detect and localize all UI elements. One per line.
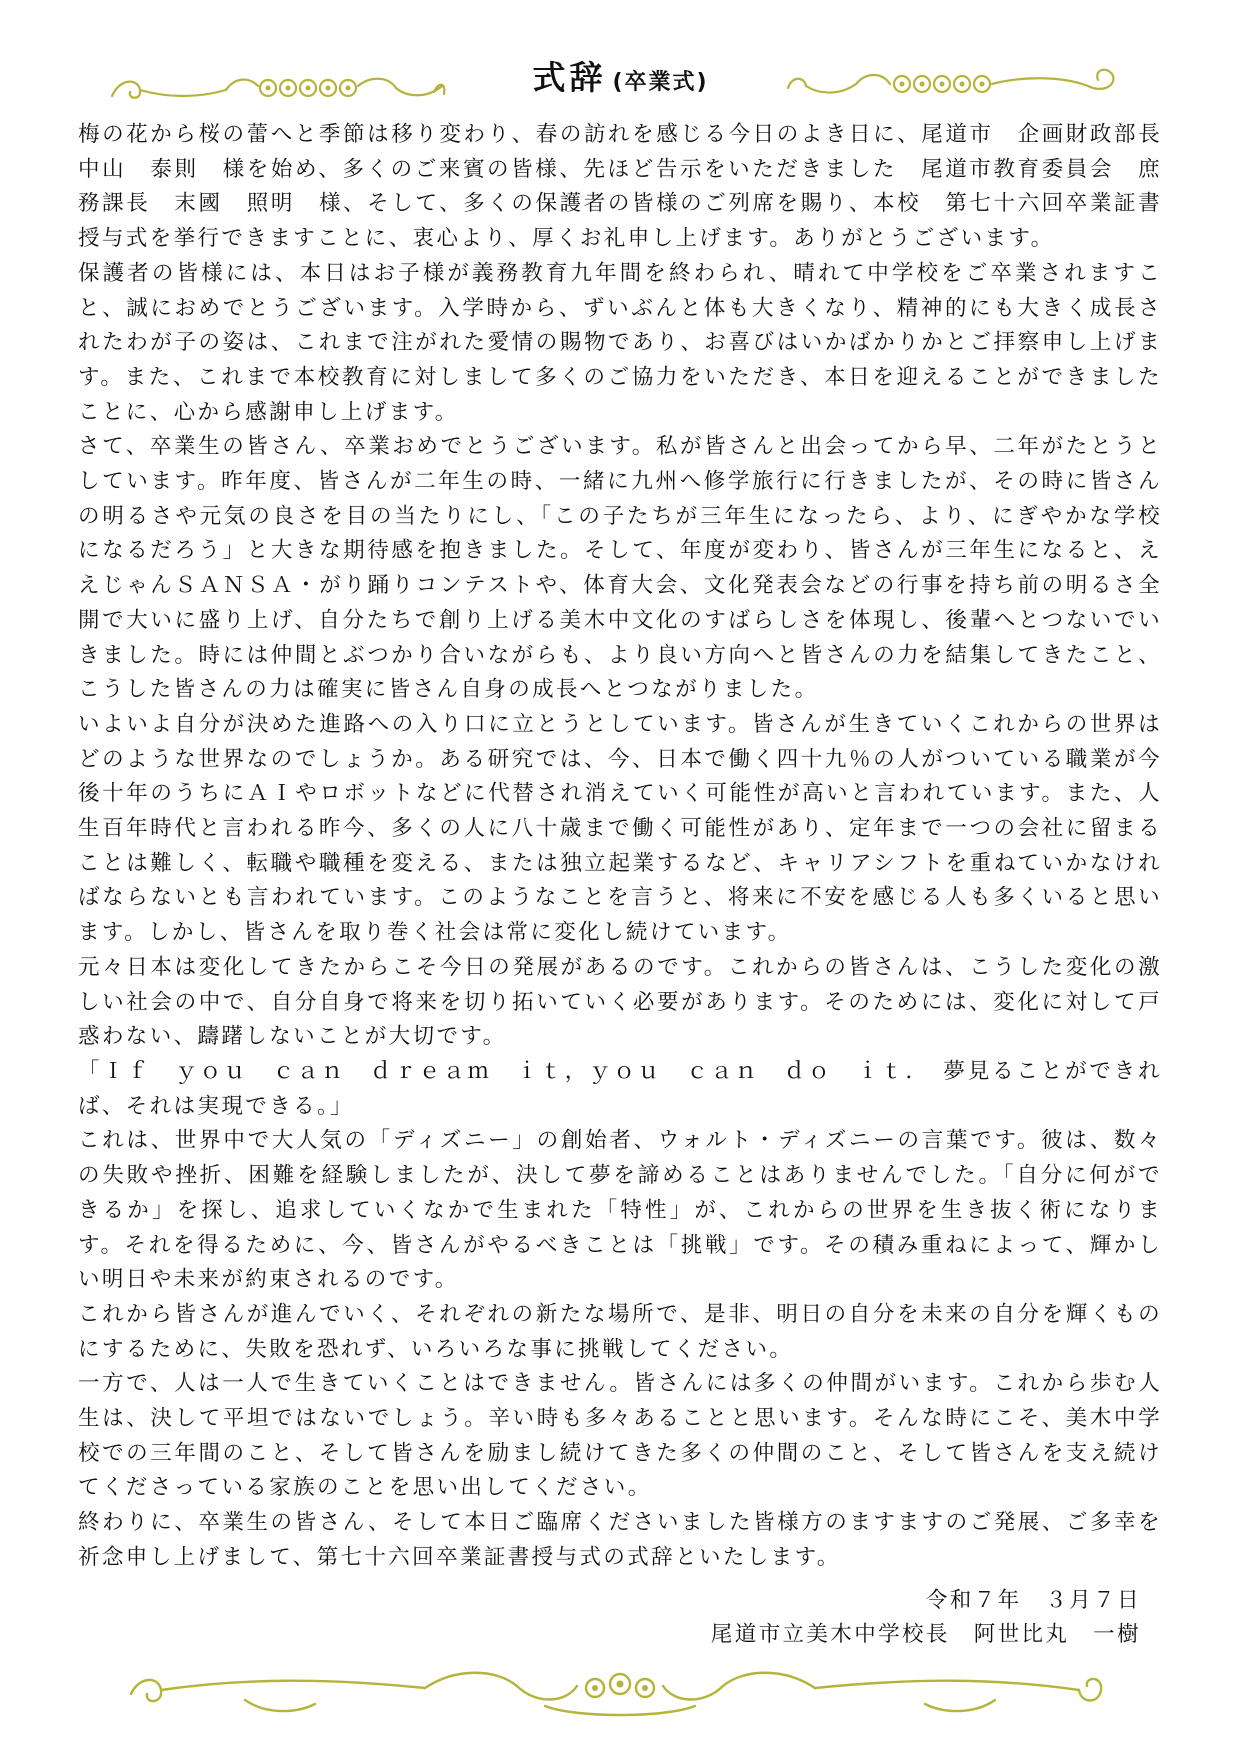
paragraph-closing: 終わりに、卒業生の皆さん、そして本日ご臨席くださいました皆様方のますますのご発展、ご多幸を祈念申し上げまして、第七十六回卒業証書授与式の式辞といたします。	[78, 1510, 1162, 1570]
header	[0, 52, 1241, 122]
signature-date: 令和７年 ３月７日	[925, 1588, 1141, 1613]
bottom-ornament-icon	[125, 1660, 1115, 1722]
paragraph-parents: 保護者の皆様には、本日はお子様が義務教育九年間を終わられ、晴れて中学校をご卒業されますこと、誠におめでとうございます。入学時から、ずいぶんと体も大きくなり、精神的にも大きく成長されたわが子の姿は、これまで注がれた愛情の賜物であり、お喜びはいかばかりかとご拝察申し上げます。また、これまで本校教育に対しまして多くのご協力をいただき、本日を迎えることができましたことに、心から感謝申し上げます。	[78, 260, 1162, 425]
paragraph-quote: 「Ｉｆ ｙｏｕ ｃａｎ ｄｒｅａｍ ｉｔ，ｙｏｕ ｃａｎ ｄｏ ｉｔ． 夢見ることができれば、それは実現できる。」	[78, 1058, 1162, 1119]
speech-body	[78, 118, 1186, 1576]
paragraph-disney: これは、世界中で大人気の「ディズニー」の創始者、ウォルト・ディズニーの言葉です。彼は、数々の失敗や挫折、困難を経験しましたが、決して夢を諦めることはありませんでした。「自分に何ができるか」を探し、追求していくなかで生まれた「特性」が、これからの世界を生き抜く術になります。それを得るために、今、皆さんがやるべきことは「挑戦」です。その積み重ねによって、輝かしい明日や未来が約束されるのです。	[78, 1128, 1162, 1293]
page-subtitle: (卒業式)	[612, 70, 709, 95]
paragraph-challenge: これから皆さんが進んでいく、それぞれの新たな場所で、是非、明日の自分を未来の自分を輝くものにするために、失敗を恐れず、いろいろな事に挑戦してください。	[78, 1301, 1162, 1362]
paragraph-future: いよいよ自分が決めた進路への入り口に立とうとしています。皆さんが生きていくこれからの世界はどのような世界なのでしょうか。ある研究では、今、日本で働く四十九％の人がついている職業が今後十年のうちにＡＩやロボットなどに代替され消えていく可能性が高いと言われています。また、人生百年時代と言われる昨今、多くの人に八十歳まで働く可能性があり、定年まで一つの会社に留まることは難しく、転職や職種を変える、または独立起業するなど、キャリアシフトを重ねていかなければならないとも言われています。このようなことを言うと、将来に不安を感じる人も多くいると思います。しかし、皆さんを取り巻く社会は常に変化し続けています。	[78, 711, 1162, 946]
signature-block	[541, 1584, 1141, 1652]
paragraph-friends: 一方で、人は一人で生きていくことはできません。皆さんには多くの仲間がいます。これから歩む人生は、決して平坦ではないでしょう。辛い時も多々あることと思います。そんな時にこそ、美木中学校での三年間のこと、そして皆さんを励まし続けてきた多くの仲間のこと、そして皆さんを支え続けてくださっている家族のことを思い出してください。	[78, 1371, 1162, 1501]
signature-author: 尾道市立美木中学校長 阿世比丸 一樹	[710, 1622, 1141, 1647]
right-ornament-icon	[782, 64, 1122, 104]
paragraph-opening: 梅の花から桜の蕾へと季節は移り変わり、春の訪れを感じる今日のよき日に、尾道市 企画財政部長 中山 泰則 様を始め、多くのご来賓の皆様、先ほど告示をいただきました 尾道市教育委員会 庶務課長 末國 照明 様、そして、多くの保護者の皆様のご列席を賜り、本校 第七十六回卒業証書授与式を挙行できますことに、衷心より、厚くお礼申し上げます。ありがとうございます。	[78, 122, 1186, 252]
paragraph-change: 元々日本は変化してきたからこそ今日の発展があるのです。これからの皆さんは、こうした変化の激しい社会の中で、自分自身で将来を切り拓いていく必要があります。そのためには、変化に対して戸惑わない、躊躇しないことが大切です。	[78, 954, 1162, 1050]
paragraph-graduates: さて、卒業生の皆さん、卒業おめでとうございます。私が皆さんと出会ってから早、二年がたとうとしています。昨年度、皆さんが二年生の時、一緒に九州へ修学旅行に行きましたが、その時に皆さんの明るさや元気の良さを目の当たりにし、「この子たちが三年生になったら、より、にぎやかな学校になるだろう」と大きな期待感を抱きました。そして、年度が変わり、皆さんが三年生になると、ええじゃんＳＡＮＳＡ・がり踊りコンテストや、体育大会、文化発表会などの行事を持ち前の明るさ全開で大いに盛り上げ、自分たちで創り上げる美木中文化のすばらしさを体現し、後輩へとつないでいきました。時には仲間とぶつかり合いながらも、より良い方向へと皆さんの力を結集してきたこと、こうした皆さんの力は確実に皆さん自身の成長へとつながりました。	[78, 434, 1162, 703]
page-title: 式辞	[532, 58, 607, 97]
